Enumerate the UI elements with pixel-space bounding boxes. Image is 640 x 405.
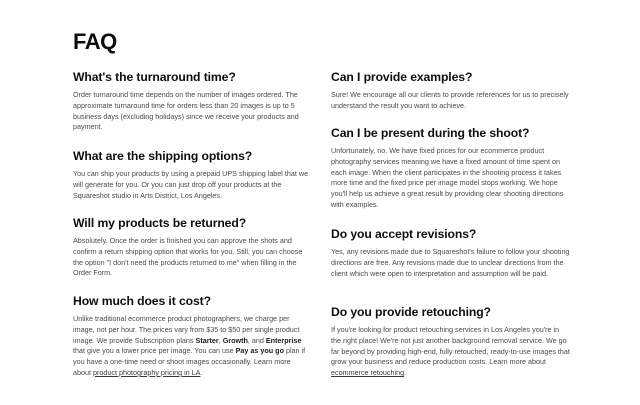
plan-growth: Growth [222, 335, 248, 345]
faq-answer [73, 314, 310, 379]
faq-answer: You can ship your products by using a prepaid UPS shipping label that we will generate for you. Or you can just drop off your products at the Squareshot studio in Arts District, Los Angeles. [73, 169, 309, 200]
answer-text: , and [247, 335, 266, 345]
faq-answer: Sure! We encourage all our clients to provide references for us to precisely understand the result you want to achieve. [331, 90, 569, 110]
faq-item-shipping [73, 149, 310, 216]
faq-question: Can I provide examples? [331, 70, 473, 84]
answer-text: , [218, 335, 223, 345]
faq-question: Can I be present during the shoot? [331, 126, 530, 140]
faq-answer: Order turnaround time depends on the number of images ordered. The approximate turnaround time for orders less than 20 images is up to 5 business days (excluding holidays) since we receive your products and payment. [73, 90, 299, 132]
faq-answer [331, 325, 571, 379]
page-title: FAQ [73, 29, 117, 54]
faq-question: Do you provide retouching? [331, 305, 491, 319]
faq-item-examples [331, 70, 571, 126]
faq-column-left [73, 70, 310, 379]
faq-item-revisions [331, 227, 571, 305]
faq-answer: Unfortunately, no. We have fixed prices for our ecommerce product photography services meaning we have a fixed amount of time spent on each image. When the client participates in the shooting process it takes more time and the fixed price per image model stops working. We hope you'll help us achieve a great result by providing clear shooting directions with examples. [331, 146, 564, 209]
answer-text: that give you a lower price per image. You can use [73, 346, 236, 356]
retouching-link[interactable]: ecommerce retouching [331, 368, 405, 378]
answer-text: Unlike traditional ecommerce product photographers, we charge per image, not per hour. The prices vary from $35 to $50 per single product image. We provide Subscription plans [73, 314, 300, 345]
faq-answer: Yes, any revisions made due to Squareshot's failure to follow your shooting directions are free. Any revisions made due to unclear directions from the client which were open to interpretation and assumption will be paid. [331, 247, 570, 278]
faq-question: What's the turnaround time? [73, 70, 236, 84]
answer-text: . [404, 368, 407, 378]
plan-enterprise: Enterprise [265, 335, 302, 345]
faq-question: Do you accept revisions? [331, 227, 477, 241]
faq-column-right [331, 70, 571, 379]
plan-pay-as-you-go: Pay as you go [235, 346, 284, 356]
pricing-link[interactable]: product photography pricing in LA [92, 367, 201, 377]
answer-text: . [200, 367, 203, 377]
faq-item-turnaround [73, 70, 310, 149]
faq-question: Will my products be returned? [73, 216, 247, 230]
plan-starter: Starter [195, 335, 219, 345]
faq-question: What are the shipping options? [73, 149, 253, 163]
faq-answer: Absolutely. Once the order is finished you can approve the shots and confirm a return shipping option that works for you. Still, you can choose the option "I don't need the products returned to me" when filling in the Order Form. [73, 236, 303, 278]
faq-item-cost [73, 294, 310, 379]
answer-text: If you're looking for product retouching services in Los Angeles you're in the right place! We're not just another background removal service. We go far beyond by providing high-end, fully retouched, ready-to-use images that grow your business and reduce production costs. Learn more about [331, 325, 570, 367]
faq-item-returns [73, 216, 310, 294]
faq-item-retouching [331, 305, 571, 379]
answer-text: plan if you have a one-time need or shoot images occasionally. Learn more about [73, 346, 306, 377]
faq-item-present [331, 126, 571, 227]
faq-question: How much does it cost? [73, 294, 211, 308]
